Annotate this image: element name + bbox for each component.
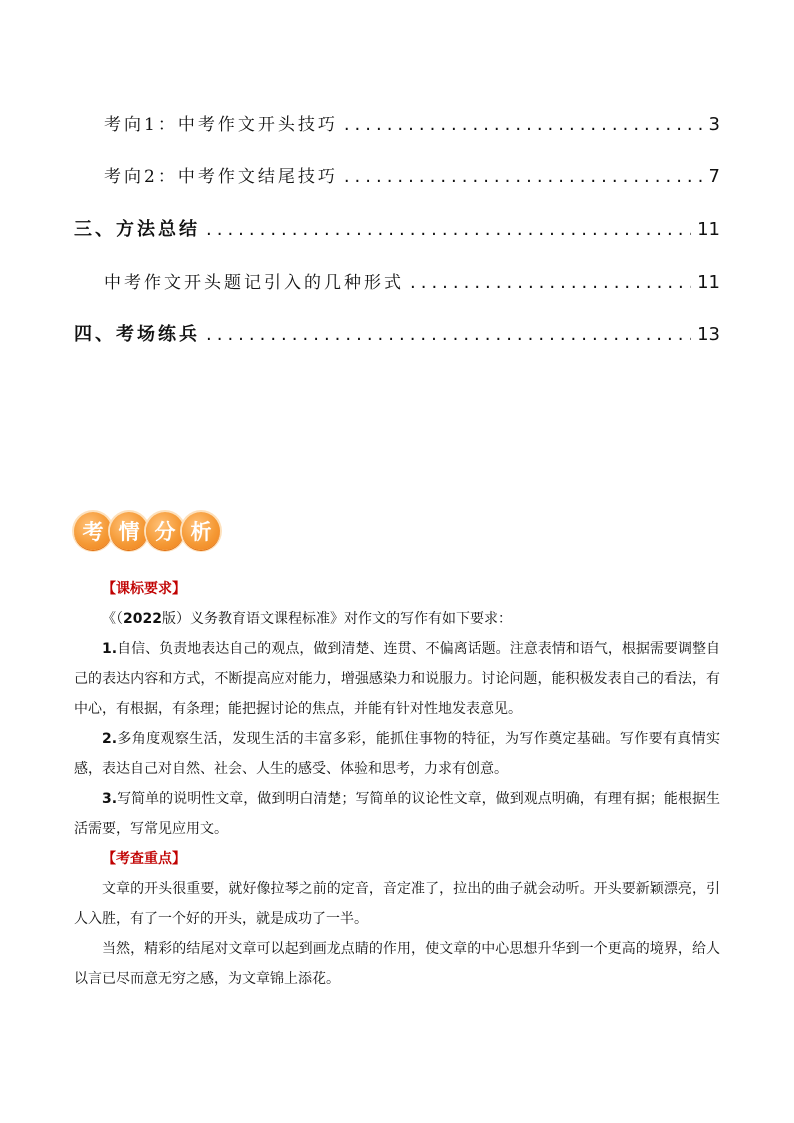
toc-leader-dots	[206, 219, 691, 240]
intro-prefix: 《（	[102, 611, 123, 627]
toc-page-number: 3	[708, 114, 720, 135]
focus-paragraph: 文章的开头很重要，就好像拉琴之前的定音，音定准了，拉出的曲子就会动听。开头要新颖漂亮，引人入胜，有了一个好的开头，就是成功了一半。	[74, 881, 720, 927]
section-heading-focus: 【考查重点】	[102, 851, 186, 867]
intro-paragraph	[74, 604, 720, 634]
section-badge	[74, 512, 218, 550]
toc-entry-label: 考向2：中考作文结尾技巧	[104, 167, 338, 187]
requirement-number: 1.	[102, 641, 118, 657]
intro-year: 2022	[123, 611, 162, 627]
toc-page-number: 7	[708, 166, 720, 187]
focus-paragraph: 当然，精彩的结尾对文章可以起到画龙点睛的作用，使文章的中心思想升华到一个更高的境界，给人以言已尽而意无穷之感，为文章锦上添花。	[74, 941, 720, 987]
analysis-content	[74, 574, 720, 994]
toc-page-number: 11	[697, 219, 720, 240]
intro-suffix: 版）义务教育语文课程标准》对作文的写作有如下要求：	[161, 611, 512, 627]
requirement-paragraph	[74, 724, 720, 784]
requirement-paragraph	[74, 634, 720, 724]
toc-leader-dots	[206, 324, 691, 345]
badge-char: 情	[110, 512, 148, 550]
requirement-text: 多角度观察生活，发现生活的丰富多彩，能抓住事物的特征，为写作奠定基础。写作要有真情实感，表达自己对自然、社会、人生的感受、体验和思考，力求有创意。	[74, 731, 720, 777]
toc-page-number: 13	[697, 324, 720, 345]
toc-page-number: 11	[697, 272, 720, 293]
requirement-text: 写简单的说明性文章，做到明白清楚；写简单的议论性文章，做到观点明确，有理有据；能根据生活需要，写常见应用文。	[74, 791, 720, 837]
toc-entry[interactable]	[104, 268, 720, 296]
toc-entry[interactable]	[104, 162, 720, 190]
toc-entry[interactable]	[74, 215, 720, 243]
toc-entry[interactable]	[74, 320, 720, 348]
badge-char: 考	[74, 512, 112, 550]
badge-char: 析	[182, 512, 220, 550]
toc-entry-label: 四、考场练兵	[74, 324, 200, 345]
toc-entry-label: 中考作文开头题记引入的几种形式	[104, 273, 404, 293]
toc-entry-label: 考向1：中考作文开头技巧	[104, 115, 338, 135]
requirement-paragraph	[74, 784, 720, 844]
requirement-number: 3.	[102, 791, 118, 807]
section-heading-standard: 【课标要求】	[102, 581, 186, 597]
toc-entry[interactable]	[104, 110, 720, 138]
badge-char: 分	[146, 512, 184, 550]
toc-leader-dots	[410, 272, 691, 293]
requirement-number: 2.	[102, 731, 118, 747]
toc-leader-dots	[344, 166, 703, 187]
requirement-text: 自信、负责地表达自己的观点，做到清楚、连贯、不偏离话题。注意表情和语气，根据需要调整自己的表达内容和方式，不断提高应对能力，增强感染力和说服力。讨论问题，能积极发表自己的看法，有中心，有根据，有条理；能把握讨论的焦点，并能有针对性地发表意见。	[74, 641, 720, 717]
toc-leader-dots	[344, 114, 703, 135]
toc-entry-label: 三、方法总结	[74, 219, 200, 240]
